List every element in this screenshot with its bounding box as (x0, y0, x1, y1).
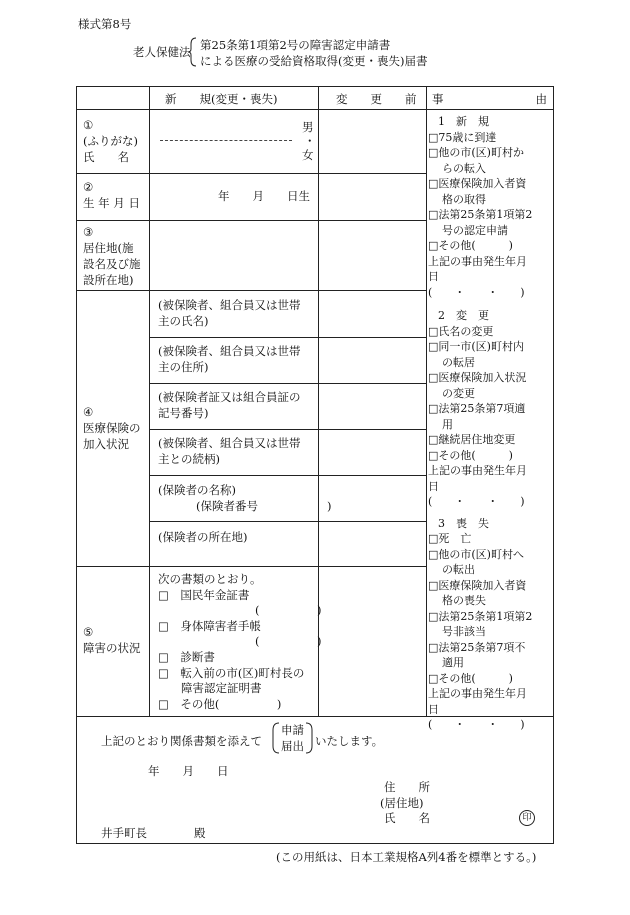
reason-item: 日 (428, 479, 439, 493)
reason-item: □その他( ) (428, 448, 513, 462)
mayor-title: 井手町長 (101, 826, 147, 840)
reason-item: の変更 (442, 386, 475, 400)
doc-handbook-detail: ( ) (255, 634, 322, 648)
law-name: 老人保健法 (133, 45, 191, 59)
birthdate-format: 年 月 日生 (218, 189, 310, 203)
doc-other: □ その他( ) (158, 697, 282, 711)
residence-label-1: 居住地(施 (83, 241, 134, 255)
paper-size-note: (この用紙は、日本工業規格A列4番を標準とする。) (276, 850, 537, 864)
reason-item: □その他( ) (428, 239, 513, 252)
reason-group-loss: 3 喪 失 (438, 516, 489, 530)
reason-list (428, 114, 550, 733)
reason-item: 上記の事由発生年月 (428, 254, 527, 268)
head-reason: 事 由 (432, 92, 547, 106)
relationship-1: (被保険者、組合員又は世帯 (158, 436, 301, 450)
statement-text: 上記のとおり関係書類を添えて (101, 734, 262, 748)
reason-item: □医療保険加入者資 (428, 177, 527, 190)
option-notify: 届出 (281, 739, 304, 753)
reason-item: 格の取得 (442, 192, 486, 206)
card-number-2: 記号番号) (158, 406, 209, 420)
reason-item: 上記の事由発生年月 (428, 687, 527, 700)
form-number: 様式第8号 (78, 17, 132, 31)
head-new: 新 規(変更・喪失) (165, 92, 278, 106)
doc-transfer-certificate-2: 障害認定証明書 (181, 681, 262, 695)
reason-item: 号非該当 (442, 625, 486, 638)
reason-item: □法第25条第7項適 (428, 402, 526, 415)
honorific: 殿 (194, 826, 206, 840)
right-bracket-icon (305, 722, 313, 754)
reason-item: ( ・ ・ ) (428, 285, 525, 299)
reason-item: の転居 (442, 355, 475, 369)
address-label: 住 所 (384, 780, 430, 794)
insured-address-2: 主の住所) (158, 360, 209, 374)
row5-number: ⑤ (83, 625, 94, 639)
doc-pension-certificate: □ 国民年金証書 (158, 588, 250, 602)
doc-disability-handbook: □ 身体障害者手帳 (158, 619, 261, 633)
documents-intro: 次の書類のとおり。 (158, 572, 262, 586)
reason-item: 用 (442, 417, 453, 431)
insured-name-2: 主の氏名) (158, 314, 209, 328)
row2-number: ② (83, 180, 94, 194)
female-option: 女 (302, 148, 314, 162)
reason-item: □医療保険加入者資 (428, 578, 527, 592)
insured-name-1: (被保険者、組合員又は世帯 (158, 298, 301, 312)
reason-item: □同一市(区)町村内 (428, 340, 524, 353)
reason-item: □死 亡 (428, 532, 472, 545)
reason-item: 上記の事由発生年月 (428, 464, 527, 477)
reason-item: □他の市(区)町村か (428, 146, 524, 159)
relationship-2: 主との続柄) (158, 452, 220, 466)
doc-transfer-certificate-1: □ 転入前の市(区)町村長の (158, 666, 305, 680)
insurer-address: (保険者の所在地) (158, 530, 248, 544)
reason-item: 日 (428, 270, 439, 283)
reason-item: □法第25条第1項第2 (428, 208, 533, 221)
male-option: 男 (302, 120, 314, 134)
residence-label: (居住地) (380, 796, 424, 810)
title-line-1: 第25条第1項第2号の障害認定申請書 (200, 38, 391, 52)
residence-label-2: 設名及び施 (83, 257, 141, 271)
reason-item: 号の認定申請 (442, 223, 508, 237)
submission-date: 年 月 日 (148, 764, 229, 778)
reason-group-new: 1 新 規 (438, 115, 489, 128)
reason-item: らの転入 (442, 161, 486, 175)
furigana-label: (ふりがな) (83, 134, 138, 148)
title-brace-icon (188, 37, 198, 67)
reason-item: の転出 (442, 563, 475, 576)
left-bracket-icon (272, 722, 280, 754)
applicant-name-label: 氏 名 (384, 811, 430, 825)
furigana-dotted-line (160, 140, 292, 141)
statement-end: いたします。 (315, 734, 384, 748)
row4-number: ④ (83, 405, 94, 419)
residence-label-3: 設所在地) (83, 273, 134, 287)
reason-item: ( ・ ・ ) (428, 495, 525, 508)
card-number-1: (被保険者証又は組合員証の (158, 390, 301, 404)
reason-item: □法第25条第1項第2 (428, 609, 533, 623)
reason-item: □他の市(区)町村へ (428, 547, 524, 561)
reason-item: □その他( ) (428, 671, 513, 685)
insured-address-1: (被保険者、組合員又は世帯 (158, 344, 301, 358)
reason-item: 格の喪失 (442, 594, 486, 607)
insurance-label-2: 加入状況 (83, 437, 129, 451)
birthdate-label: 生 年 月 日 (83, 196, 140, 210)
insurer-name: (保険者の名称) (158, 483, 236, 497)
row3-number: ③ (83, 225, 94, 239)
reason-item: □継続居住地変更 (428, 433, 516, 446)
disability-label: 障害の状況 (83, 641, 141, 655)
reason-item: □法第25条第7項不 (428, 640, 526, 654)
doc-pension-detail: ( ) (255, 603, 322, 617)
seal-icon: 印 (519, 810, 535, 826)
reason-item: 日 (428, 702, 439, 716)
option-apply: 申請 (281, 723, 304, 737)
insurance-label-1: 医療保険の (83, 421, 141, 435)
reason-group-change: 2 変 更 (438, 309, 489, 322)
reason-item: □75歳に到達 (428, 130, 497, 144)
reason-item: ( ・ ・ ) (428, 718, 525, 731)
reason-item: □氏名の変更 (428, 324, 494, 338)
head-before: 変 更 前 (336, 92, 417, 106)
insurer-number: (保険者番号 ) (196, 499, 332, 513)
title-line-2: による医療の受給資格取得(変更・喪失)届書 (200, 54, 428, 68)
reason-item: 適用 (442, 656, 464, 669)
gender-separator: ・ (304, 134, 316, 148)
name-label: 氏 名 (83, 150, 129, 164)
row1-number: ① (83, 118, 94, 132)
reason-item: □医療保険加入状況 (428, 371, 527, 384)
doc-medical-certificate: □ 診断書 (158, 650, 215, 664)
